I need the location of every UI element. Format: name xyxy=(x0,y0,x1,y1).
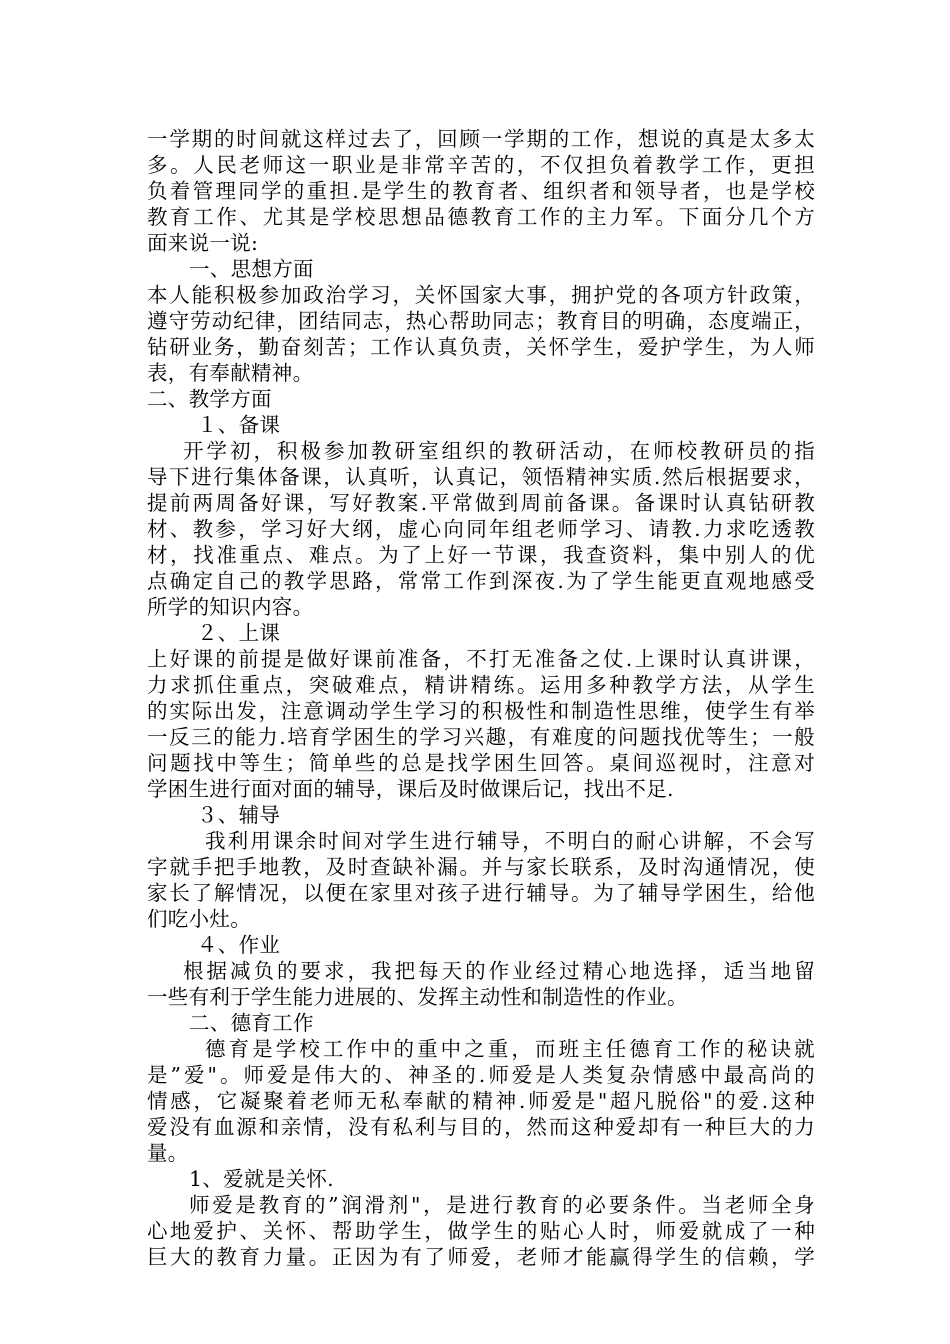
paragraph-line: 情感，它凝聚着老师无私奉献的精神.师爱是"超凡脱俗"的爱.这种 xyxy=(147,1089,815,1113)
paragraph-line: 上好课的前提是做好课前准备，不打无准备之仗.上课时认真讲课， xyxy=(147,647,815,671)
paragraph-line: 提前两周备好课，写好教案.平常做到周前备课。备课时认真钻研教 xyxy=(147,491,815,515)
paragraph-line: 爱没有血源和亲情，没有私利与目的，然而这种爱却有一种巨大的力 xyxy=(147,1115,815,1139)
paragraph-line: 一些有利于学生能力进展的、发挥主动性和制造性的作业。 xyxy=(147,985,688,1009)
paragraph-line: 根据减负的要求，我把每天的作业经过精心地选择，适当地留 xyxy=(183,959,815,983)
paragraph-line: 的实际出发，注意调动学生学习的积极性和制造性思维，使学生有举 xyxy=(147,699,815,723)
paragraph-line: 遵守劳动纪律，团结同志，热心帮助同志；教育目的明确，态度端正， xyxy=(147,309,815,333)
paragraph-line: 本人能积极参加政治学习，关怀国家大事，拥护党的各项方针政策， xyxy=(147,283,815,307)
subsection-heading: ２、上课 xyxy=(197,621,281,645)
document-body xyxy=(147,126,815,1270)
paragraph-line: 力求抓住重点，突破难点，精讲精练。运用多种教学方法，从学生 xyxy=(147,673,815,697)
paragraph-line: 量。 xyxy=(147,1141,189,1165)
section-heading: 二、德育工作 xyxy=(189,1011,314,1035)
paragraph-line: 所学的知识内容。 xyxy=(147,595,314,619)
subsection-heading: ３、辅导 xyxy=(197,803,281,827)
paragraph-line: 负着管理同学的重担.是学生的教育者、组织者和领导者，也是学校 xyxy=(147,179,815,203)
paragraph-line: 教育工作、尤其是学校思想品德教育工作的主力军。下面分几个方 xyxy=(147,205,815,229)
paragraph-line: 们吃小灶。 xyxy=(147,907,251,931)
subsection-heading: 1、爱就是关怀. xyxy=(189,1167,334,1191)
paragraph-line: 我利用课余时间对学生进行辅导，不明白的耐心讲解，不会写 xyxy=(205,829,815,853)
paragraph-line: 点确定自己的教学思路，常常工作到深夜.为了学生能更直观地感受 xyxy=(147,569,815,593)
paragraph-line: 表，有奉献精神。 xyxy=(147,361,314,385)
paragraph-line: 材、教参，学习好大纲，虚心向同年组老师学习、请教.力求吃透教 xyxy=(147,517,815,541)
paragraph-line: 面来说一说: xyxy=(147,231,259,255)
paragraph-line: 导下进行集体备课，认真听，认真记，领悟精神实质.然后根据要求， xyxy=(147,465,815,489)
subsection-heading: １、备课 xyxy=(197,413,281,437)
paragraph-line: 心地爱护、关怀、帮助学生，做学生的贴心人时，师爱就成了一种 xyxy=(147,1219,815,1243)
paragraph-line: 家长了解情况，以便在家里对孩子进行辅导。为了辅导学困生，给他 xyxy=(147,881,815,905)
paragraph-line: 巨大的教育力量。正因为有了师爱，老师才能赢得学生的信赖，学 xyxy=(147,1245,815,1269)
paragraph-line: 钻研业务，勤奋刻苦；工作认真负责，关怀学生，爱护学生，为人师 xyxy=(147,335,815,359)
section-heading: 一、思想方面 xyxy=(189,257,314,281)
paragraph-line: 字就手把手地教，及时查缺补漏。并与家长联系，及时沟通情况，使 xyxy=(147,855,815,879)
paragraph-line: 一学期的时间就这样过去了，回顾一学期的工作，想说的真是太多太 xyxy=(147,127,815,151)
section-heading: 二、教学方面 xyxy=(147,387,272,411)
paragraph-line: 是”爱"。师爱是伟大的、神圣的.师爱是人类复杂情感中最高尚的 xyxy=(147,1063,815,1087)
paragraph-line: 开学初，积极参加教研室组织的教研活动，在师校教研员的指 xyxy=(183,439,815,463)
paragraph-line: 多。人民老师这一职业是非常辛苦的，不仅担负着教学工作，更担 xyxy=(147,153,815,177)
paragraph-line: 一反三的能力.培育学困生的学习兴趣，有难度的问题找优等生；一般 xyxy=(147,725,815,749)
paragraph-line: 问题找中等生；简单些的总是找学困生回答。桌间巡视时，注意对 xyxy=(147,751,815,775)
paragraph-line: 师爱是教育的”润滑剂"，是进行教育的必要条件。当老师全身 xyxy=(189,1193,815,1217)
paragraph-line: 材，找准重点、难点。为了上好一节课，我查资料，集中别人的优 xyxy=(147,543,815,567)
paragraph-line: 学困生进行面对面的辅导，课后及时做课后记，找出不足. xyxy=(147,777,674,801)
subsection-heading: ４、作业 xyxy=(197,933,281,957)
paragraph-line: 德育是学校工作中的重中之重，而班主任德育工作的秘诀就 xyxy=(205,1037,815,1061)
